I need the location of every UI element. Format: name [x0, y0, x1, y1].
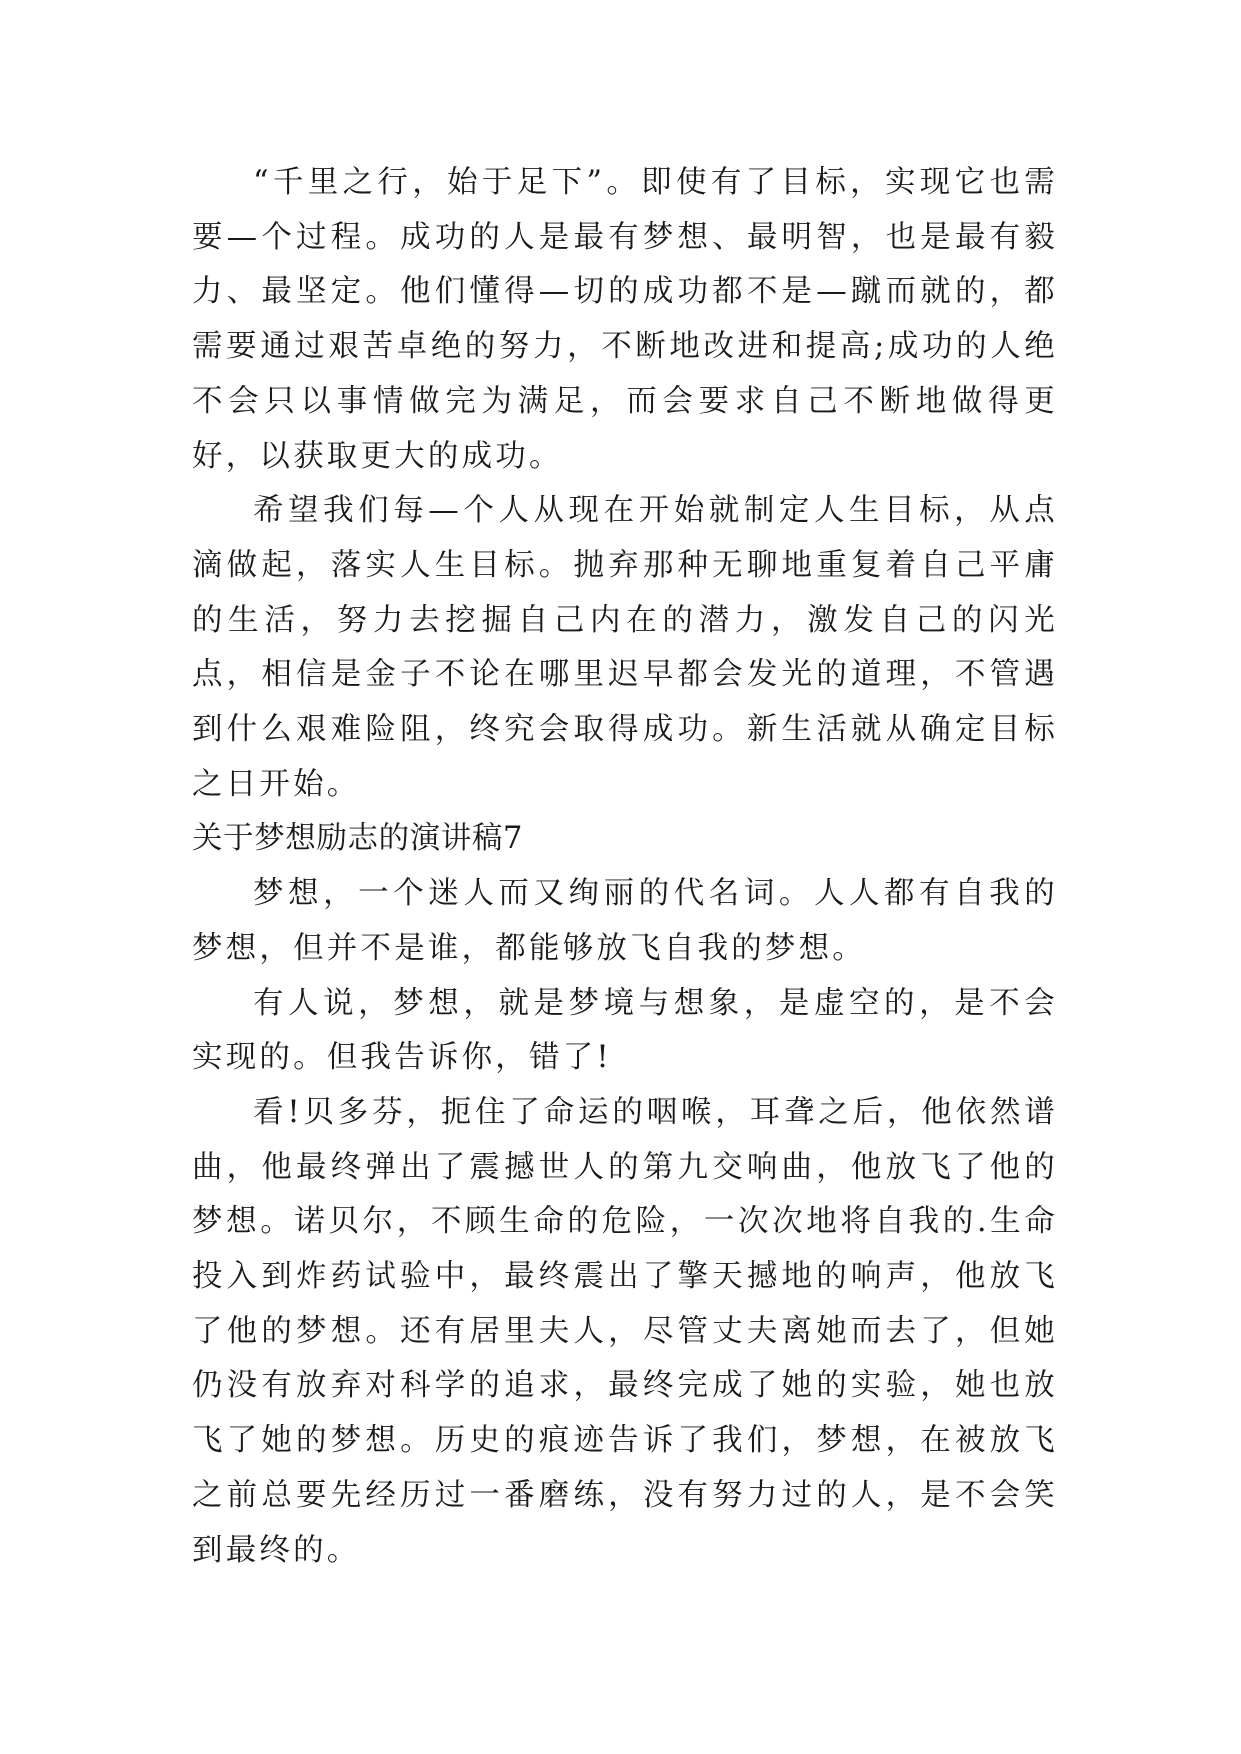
section-heading: 关于梦想励志的演讲稿7 — [192, 821, 524, 857]
paragraph-dream-intro: 梦想，一个迷人而又绚丽的代名词。人人都有自我的梦想，但并不是谁，都能够放飞自我的梦想。 — [192, 876, 1058, 966]
paragraph-dream-claim: 有人说，梦想，就是梦境与想象，是虚空的，是不会实现的。但我告诉你，错了! — [192, 985, 1058, 1076]
paragraph-dream-examples: 看!贝多芬，扼住了命运的咽喉，耳聋之后，他依然谱曲，他最终弹出了震撼世人的第九交响曲，他放飞了他的梦想。诺贝尔，不顾生命的危险，一次次地将自我的.生命投入到炸药试验中，最终震出了擎天撼地的响声，他放飞了他的梦想。还有居里夫人，尽管丈夫离她而去了，但她仍没有放弃对科学的追求，最终完成了她的实验，她也放飞了她的梦想。历史的痕迹告诉了我们，梦想，在被放飞之前总要先经历过一番磨练，没有努力过的人，是不会笑到最终的。 — [192, 1094, 1058, 1568]
document-page — [192, 156, 1058, 1578]
paragraph-hope: 希望我们每—个人从现在开始就制定人生目标，从点滴做起，落实人生目标。抛弃那种无聊地重复着自己平庸的生活，努力去挖掘自己内在的潜力，激发自己的闪光点，相信是金子不论在哪里迟早都会发光的道理，不管遇到什么艰难险阻，终究会取得成功。新生活就从确定目标之日开始。 — [192, 493, 1058, 802]
paragraph-journey: “千里之行，始于足下”。即使有了目标，实现它也需要—个过程。成功的人是最有梦想、最明智，也是最有毅力、最坚定。他们懂得—切的成功都不是—蹴而就的，都需要通过艰苦卓绝的努力，不断地改进和提高;成功的人绝不会只以事情做完为满足，而会要求自己不断地做得更好，以获取更大的成功。 — [192, 165, 1058, 474]
